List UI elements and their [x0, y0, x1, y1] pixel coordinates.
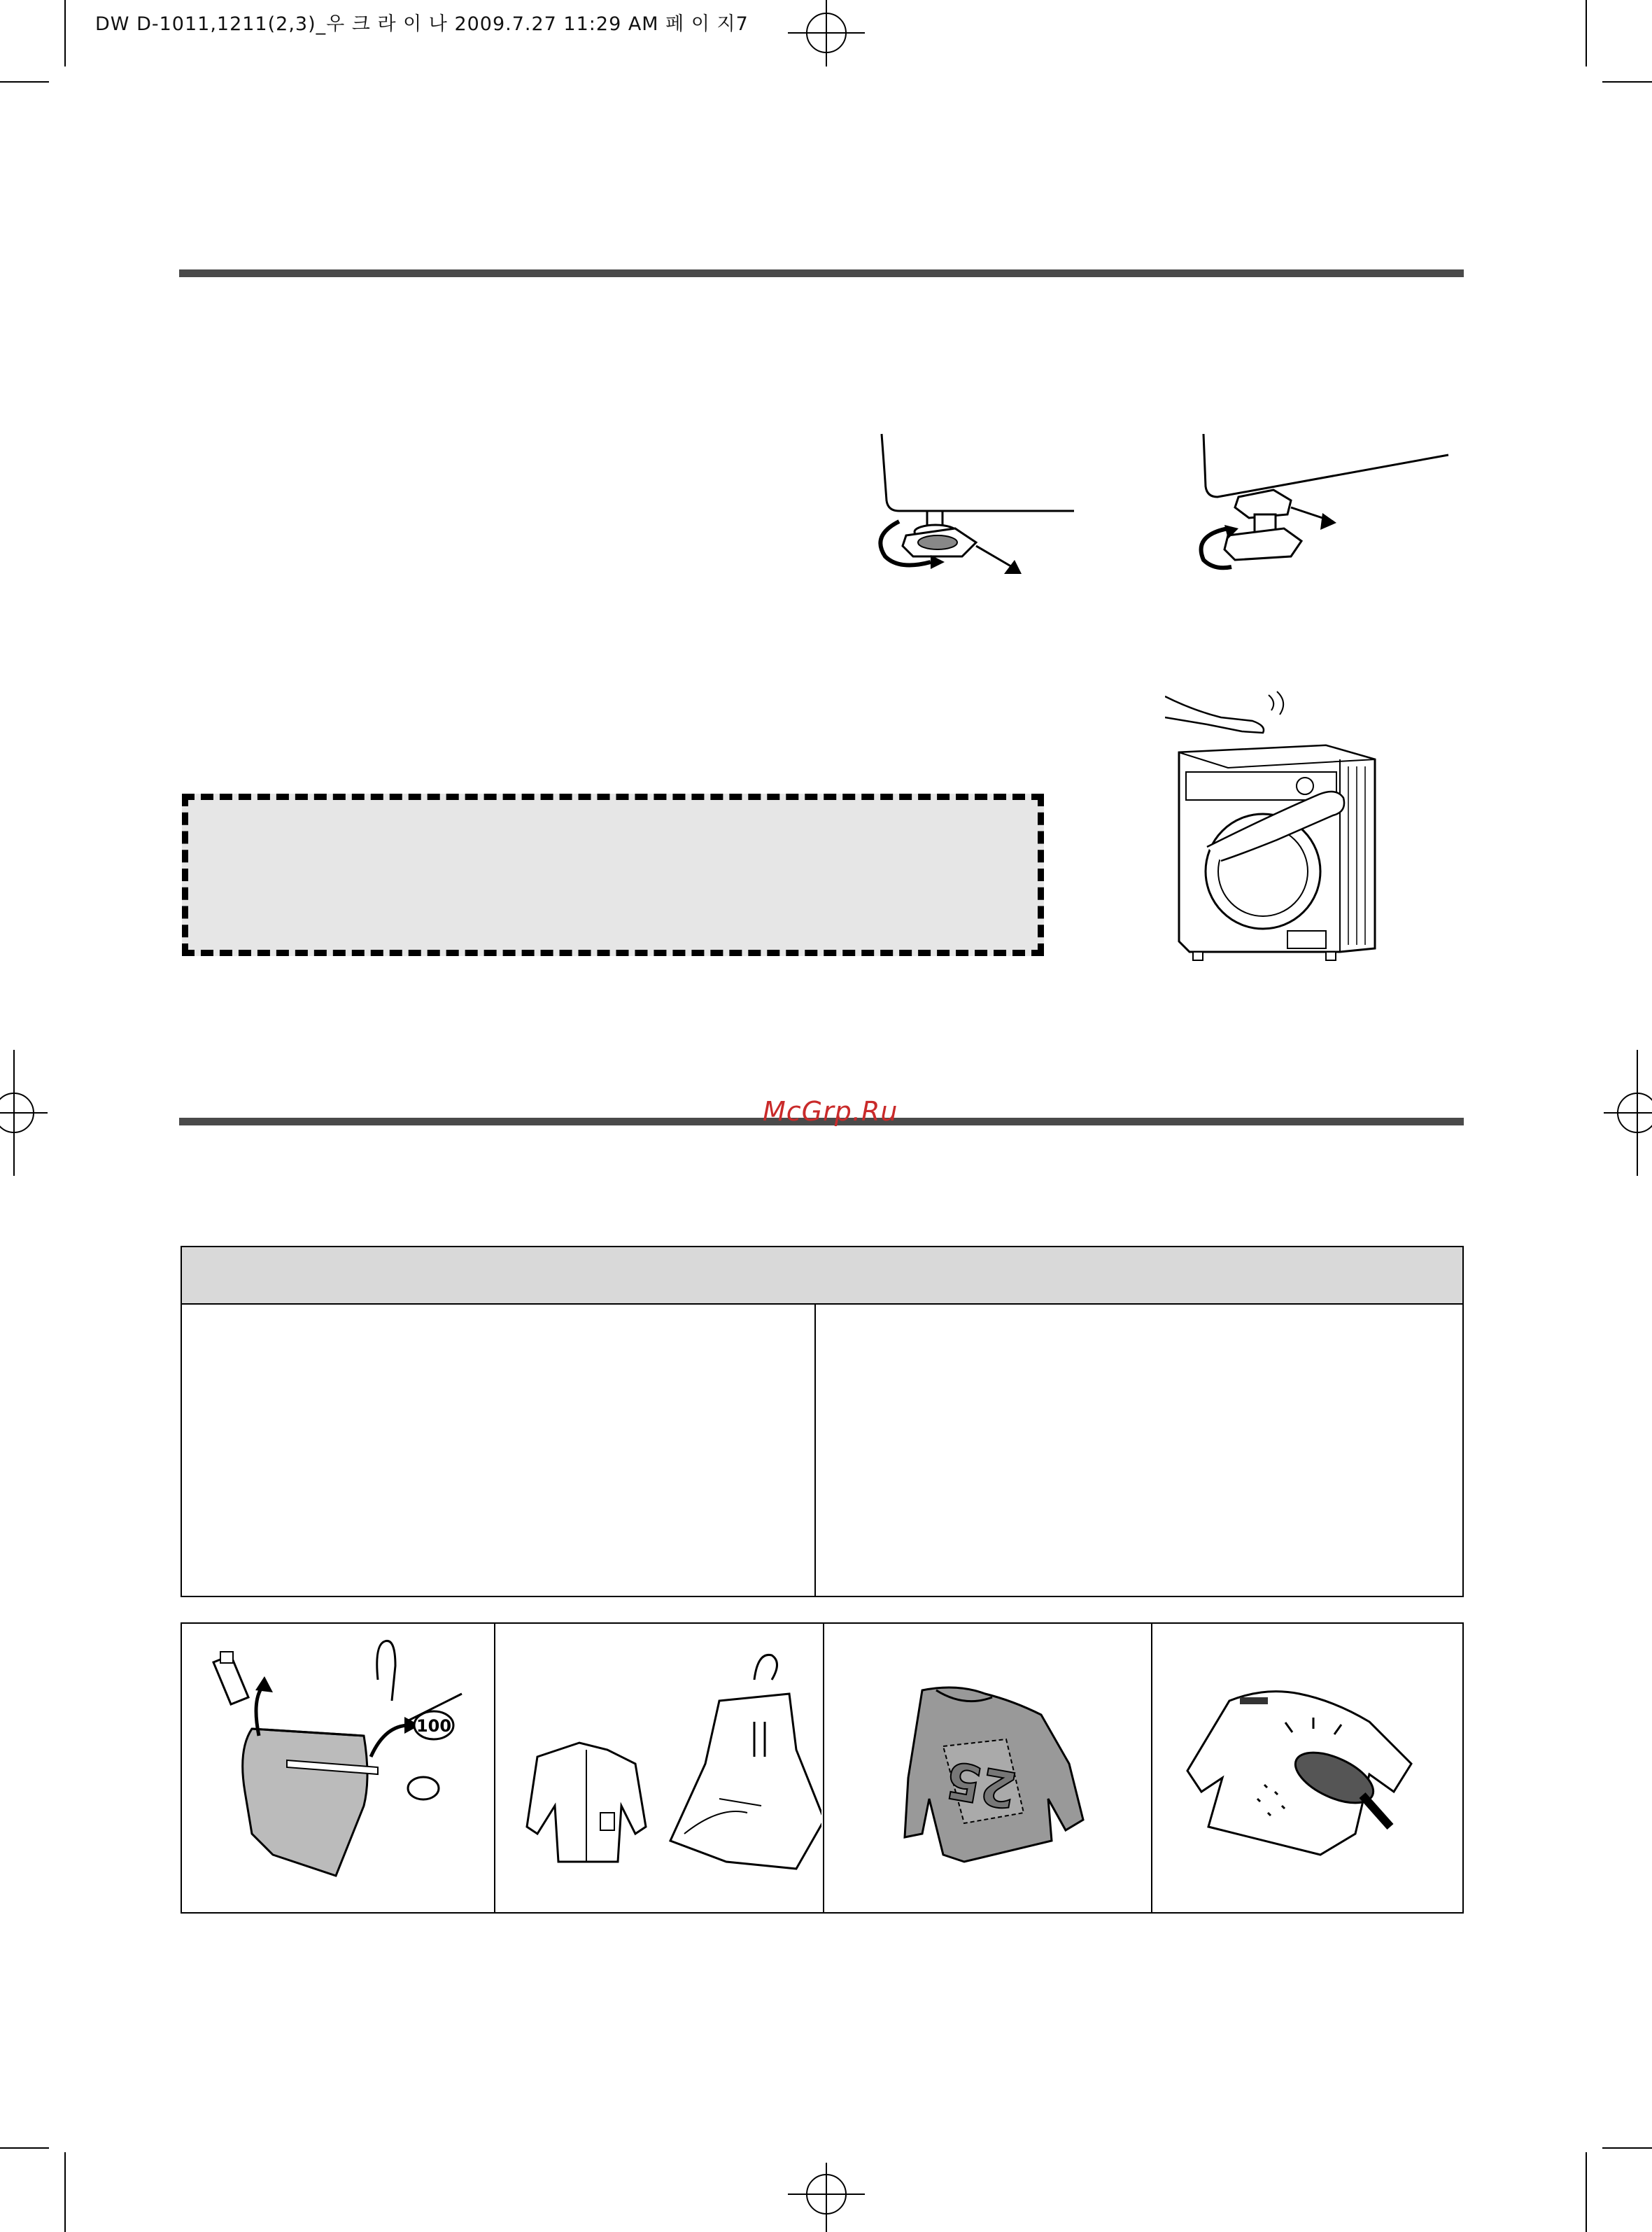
- registration-mark-bottom: [774, 2159, 879, 2232]
- tips-table-divider: [814, 1305, 816, 1597]
- registration-mark-top: [774, 0, 879, 70]
- adjustable-foot-loosen-icon: [871, 430, 1081, 581]
- print-header: DW D-1011,1211(2,3)_우 크 라 이 나 2009.7.27 11:29 AM 페 이 지7: [95, 13, 749, 35]
- sweater-number: 25: [941, 1749, 1021, 1820]
- registration-mark-right: [1602, 1043, 1652, 1183]
- registration-mark-left: [0, 1043, 49, 1183]
- tips-table-header: [182, 1247, 1462, 1305]
- illustration-cell-zippers: [495, 1624, 824, 1912]
- note-box: [182, 794, 1044, 956]
- washing-machine-shake-test-icon: [1165, 689, 1396, 980]
- sweater-icon: [824, 1624, 1150, 1912]
- coin-label: 100: [416, 1716, 452, 1736]
- adjustable-foot-lower-icon: [1165, 430, 1459, 581]
- jacket-apron-icon: [495, 1624, 821, 1912]
- illustration-cell-pockets: [182, 1624, 495, 1912]
- tips-table: [181, 1246, 1464, 1597]
- illustration-cell-inside-out: [824, 1624, 1152, 1912]
- pants-pockets-icon: [182, 1624, 493, 1912]
- tshirt-brush-icon: [1152, 1624, 1460, 1912]
- section-rule-top: [179, 269, 1464, 277]
- illustration-cell-brush: [1152, 1624, 1462, 1912]
- watermark: McGrp.Ru: [763, 1096, 898, 1127]
- illustration-row: [181, 1622, 1464, 1914]
